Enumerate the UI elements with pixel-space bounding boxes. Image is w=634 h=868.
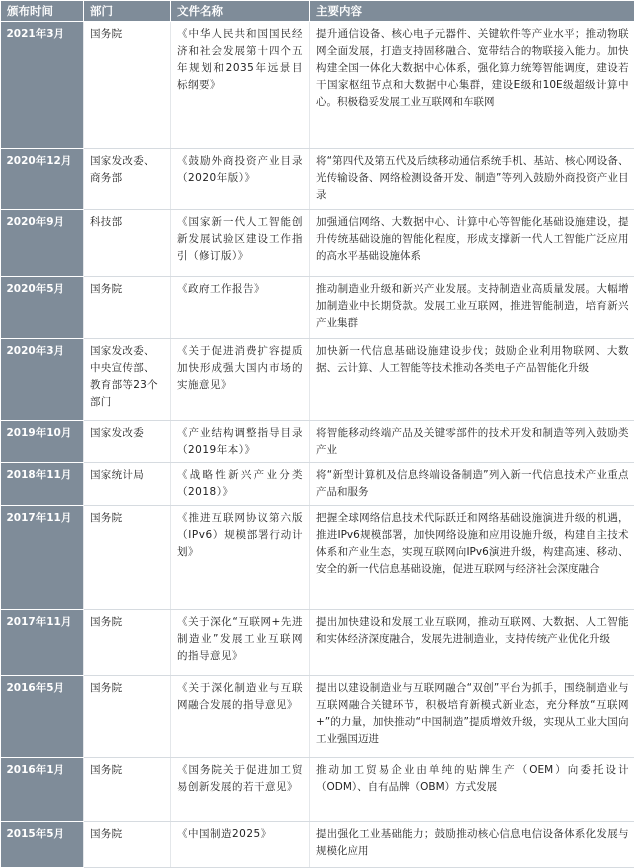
header-content: 主要内容 (310, 1, 634, 22)
row-content: 提出强化工业基础能力；鼓励推动核心信息电信设备体系化发展与规模化应用 (310, 821, 634, 867)
row-document: 《中国制造2025》 (171, 821, 310, 867)
table-row (1, 609, 634, 675)
row-content: 将智能移动终端产品及关键零部件的技术开发和制造等列入鼓励类产业 (310, 420, 634, 462)
row-department: 国务院 (84, 609, 171, 675)
table-row (1, 277, 634, 339)
header-department: 部门 (84, 1, 171, 22)
table-row (1, 420, 634, 462)
row-date: 2018年11月 (1, 462, 84, 505)
row-content: 推动制造业升级和新兴产业发展。支持制造业高质量发展。大幅增加制造业中长期贷款。发展工业互联网，推进智能制造，培育新兴产业集群 (310, 277, 634, 339)
row-document: 《关于深化“互联网+先进制造业”发展工业互联网的指导意见》 (171, 609, 310, 675)
row-date: 2016年1月 (1, 757, 84, 821)
header-date: 颁布时间 (1, 1, 84, 22)
row-document: 《国务院关于促进加工贸易创新发展的若干意见》 (171, 757, 310, 821)
row-content: 推动加工贸易企业由单纯的贴牌生产（OEM）向委托设计（ODM）、自有品牌（OBM）方式发展 (310, 757, 634, 821)
row-department: 国家发改委 (84, 420, 171, 462)
row-document: 《产业结构调整指导目录（2019年本）》 (171, 420, 310, 462)
row-date: 2015年5月 (1, 821, 84, 867)
row-department: 国务院 (84, 821, 171, 867)
row-date: 2020年5月 (1, 277, 84, 339)
table-header-row (1, 1, 634, 22)
row-department: 国家发改委、商务部 (84, 148, 171, 209)
row-department: 国务院 (84, 22, 171, 149)
row-date: 2020年9月 (1, 209, 84, 276)
row-date: 2017年11月 (1, 505, 84, 609)
table-row (1, 676, 634, 758)
table-row (1, 148, 634, 209)
row-date: 2019年10月 (1, 420, 84, 462)
row-content: 提出以建设制造业与互联网融合“双创”平台为抓手，围绕制造业与互联网融合关键环节，积极培育新模式新业态，充分释放“互联网+”的力量，加快推动“中国制造”提质增效升级，实现从工业大国向工业强国迈进 (310, 676, 634, 758)
table-row (1, 821, 634, 867)
row-document: 《关于促进消费扩容提质加快形成强大国内市场的实施意见》 (171, 339, 310, 421)
table-row (1, 757, 634, 821)
row-date: 2017年11月 (1, 609, 84, 675)
row-department: 国务院 (84, 505, 171, 609)
table-row (1, 505, 634, 609)
table-row (1, 22, 634, 149)
row-date: 2016年5月 (1, 676, 84, 758)
row-date: 2020年3月 (1, 339, 84, 421)
row-content: 将“第四代及第五代及后续移动通信系统手机、基站、核心网设备、光传输设备、网络检测设备开发、制造”等列入鼓励外商投资产业目录 (310, 148, 634, 209)
row-document: 《政府工作报告》 (171, 277, 310, 339)
row-document: 《国家新一代人工智能创新发展试验区建设工作指引（修订版）》 (171, 209, 310, 276)
row-department: 国务院 (84, 676, 171, 758)
table-row (1, 339, 634, 421)
row-date: 2021年3月 (1, 22, 84, 149)
row-document: 《推进互联网协议第六版（IPv6）规模部署行动计划》 (171, 505, 310, 609)
row-date: 2020年12月 (1, 148, 84, 209)
row-content: 把握全球网络信息技术代际跃迁和网络基础设施演进升级的机遇，推进IPv6规模部署，加快网络设施和应用设施升级，构建自主技术体系和产业生态，实现互联网向IPv6演进升级，构建高速、移动、安全的新一代信息基础设施，促进互联网与经济社会深度融合 (310, 505, 634, 609)
row-content: 将“新型计算机及信息终端设备制造”列入新一代信息技术产业重点产品和服务 (310, 462, 634, 505)
row-content: 加快新一代信息基础设施建设步伐；鼓励企业利用物联网、大数据、云计算、人工智能等技术推动各类电子产品智能化升级 (310, 339, 634, 421)
row-content: 加强通信网络、大数据中心、计算中心等智能化基础设施建设，提升传统基础设施的智能化程度，形成支撑新一代人工智能广泛应用的高水平基础设施体系 (310, 209, 634, 276)
row-document: 《关于深化制造业与互联网融合发展的指导意见》 (171, 676, 310, 758)
table-row (1, 209, 634, 276)
row-content: 提出加快建设和发展工业互联网，推动互联网、大数据、人工智能和实体经济深度融合，发展先进制造业，支持传统产业优化升级 (310, 609, 634, 675)
table-row (1, 462, 634, 505)
row-document: 《战略性新兴产业分类（2018）》 (171, 462, 310, 505)
row-document: 《中华人民共和国国民经济和社会发展第十四个五年规划和2035年远景目标纲要》 (171, 22, 310, 149)
row-department: 国务院 (84, 277, 171, 339)
row-department: 国家统计局 (84, 462, 171, 505)
row-document: 《鼓励外商投资产业目录（2020年版）》 (171, 148, 310, 209)
header-document: 文件名称 (171, 1, 310, 22)
row-content: 提升通信设备、核心电子元器件、关键软件等产业水平；推动物联网全面发展，打造支持固移融合、宽带结合的物联接入能力。加快构建全国一体化大数据中心体系，强化算力统筹智能调度，建设若干国家枢纽节点和大数据中心集群，建设E级和10E级超级计算中心。积极稳妥发展工业互联网和车联网 (310, 22, 634, 149)
row-department: 科技部 (84, 209, 171, 276)
row-department: 国务院 (84, 757, 171, 821)
row-department: 国家发改委、中央宣传部、教育部等23个部门 (84, 339, 171, 421)
